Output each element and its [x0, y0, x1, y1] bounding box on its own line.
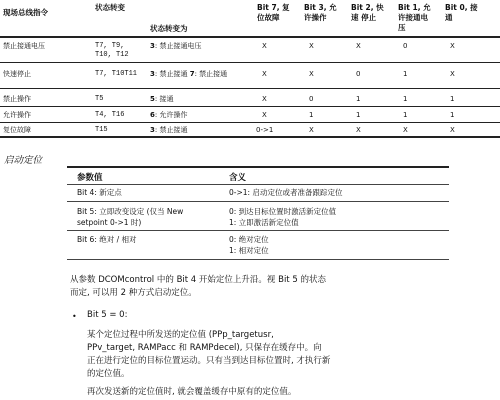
section-heading: 启动定位 [4, 155, 43, 166]
row-bit1: 1 [403, 111, 408, 119]
row-bit0: X [450, 70, 455, 78]
state-transition-table [0, 0, 500, 137]
row-bit0: 1 [450, 111, 455, 119]
row-bit0: X [450, 126, 455, 134]
row-divider [0, 106, 500, 107]
row-bit7: 0->1 [256, 126, 274, 134]
row-bit2: 0 [356, 70, 361, 78]
row-transition: T15 [95, 126, 108, 134]
meaning-cell: 0: 到达目标位置时激活新定位值 1: 立即激活新定位值 [229, 207, 337, 227]
row-target-state: 5: 接通 [150, 95, 174, 103]
bullet-dot: • [72, 312, 77, 321]
row-bit3: 0 [309, 95, 314, 103]
row-command: 复位故障 [3, 126, 31, 134]
bullet-heading: Bit 5 = 0: [87, 310, 128, 320]
meaning-cell: 0: 绝对定位 1: 相对定位 [229, 235, 269, 255]
param-cell: Bit 5: 立即改变设定 (仅当 New setpoint 0->1 时) [77, 207, 184, 227]
param-cell: Bit 4: 新定点 [77, 188, 122, 197]
row-bit2: 1 [356, 95, 361, 103]
header-bit1: Bit 1, 允 许接通电 压 [398, 3, 431, 32]
closing-paragraph: 再次发送新的定位值时, 就会覆盖缓存中原有的定位值。 [87, 387, 297, 397]
param-table-bottom-rule [67, 259, 449, 260]
row-target-state: 3: 禁止接通电压 [150, 42, 202, 50]
header-bit7: Bit 7, 复 位故障 [257, 3, 290, 22]
row-command: 快速停止 [3, 70, 31, 78]
meaning-cell: 0->1: 启动定位或者准备跟踪定位 [229, 188, 343, 197]
meaning-header: 含义 [229, 173, 247, 183]
row-target-state: 6: 允许操作 [150, 111, 188, 119]
row-bit0: X [450, 42, 455, 50]
row-bit1: X [403, 126, 408, 134]
row-bit7: X [262, 95, 267, 103]
row-transition: T7, T9, T10, T12 [95, 42, 129, 59]
row-divider [0, 122, 500, 123]
row-bit2: 1 [356, 111, 361, 119]
row-command: 禁止接通电压 [3, 42, 45, 50]
bullet-paragraph: 某个定位过程中所发送的定位值 (PPp_targetusr, PPv_target, RAMPacc 和 RAMPdecel), 只保存在缓存中。向 正在进行定位的目标位置运动。只有当到达目标位置时, 才执行新 的定位值。 [87, 330, 331, 379]
header-transition-to: 状态转变为 [150, 24, 188, 33]
param-row-divider [67, 201, 449, 202]
param-cell: Bit 6: 绝对 / 相对 [77, 235, 137, 244]
row-divider [0, 62, 500, 63]
row-bit3: 1 [309, 111, 314, 119]
header-fieldbus-command: 现场总线指令 [3, 8, 48, 17]
row-command: 禁止操作 [3, 95, 31, 103]
row-command: 允许操作 [3, 111, 31, 119]
header-bit0: Bit 0, 接 通 [445, 3, 478, 22]
row-bit7: X [262, 111, 267, 119]
row-bit7: X [262, 42, 267, 50]
row-divider [0, 88, 500, 89]
row-transition: T7, T10T11 [95, 70, 138, 78]
row-bit1: 1 [403, 95, 408, 103]
header-state-transition: 状态转变 [95, 3, 125, 12]
param-row-divider [67, 230, 449, 231]
param-header: 参数值 [77, 173, 103, 183]
header-bit2: Bit 2, 快 速 停止 [351, 3, 384, 22]
param-header-rule [67, 184, 449, 185]
row-bit7: X [262, 70, 267, 78]
row-transition: T4, T16 [95, 111, 125, 119]
row-bit1: 1 [403, 70, 408, 78]
row-bit1: 0 [403, 42, 408, 50]
param-table-top-rule [67, 166, 449, 168]
row-bit0: 1 [450, 95, 455, 103]
intro-paragraph: 从参数 DCOMcontrol 中的 Bit 4 开始定位上升沿。视 Bit 5 的状态 而定, 可以用 2 种方式启动定位。 [70, 275, 326, 298]
header-bit3: Bit 3, 允 许操作 [304, 3, 337, 22]
row-bit3: X [309, 70, 314, 78]
row-bit3: X [309, 126, 314, 134]
table-bottom-rule [0, 136, 500, 138]
table-header-rule [0, 36, 500, 38]
row-transition: T5 [95, 95, 104, 103]
row-bit2: X [356, 42, 361, 50]
row-target-state: 3: 禁止接通 7: 禁止接通 [150, 70, 228, 78]
row-target-state: 3: 禁止接通 [150, 126, 188, 134]
row-bit2: X [356, 126, 361, 134]
row-bit3: X [309, 42, 314, 50]
